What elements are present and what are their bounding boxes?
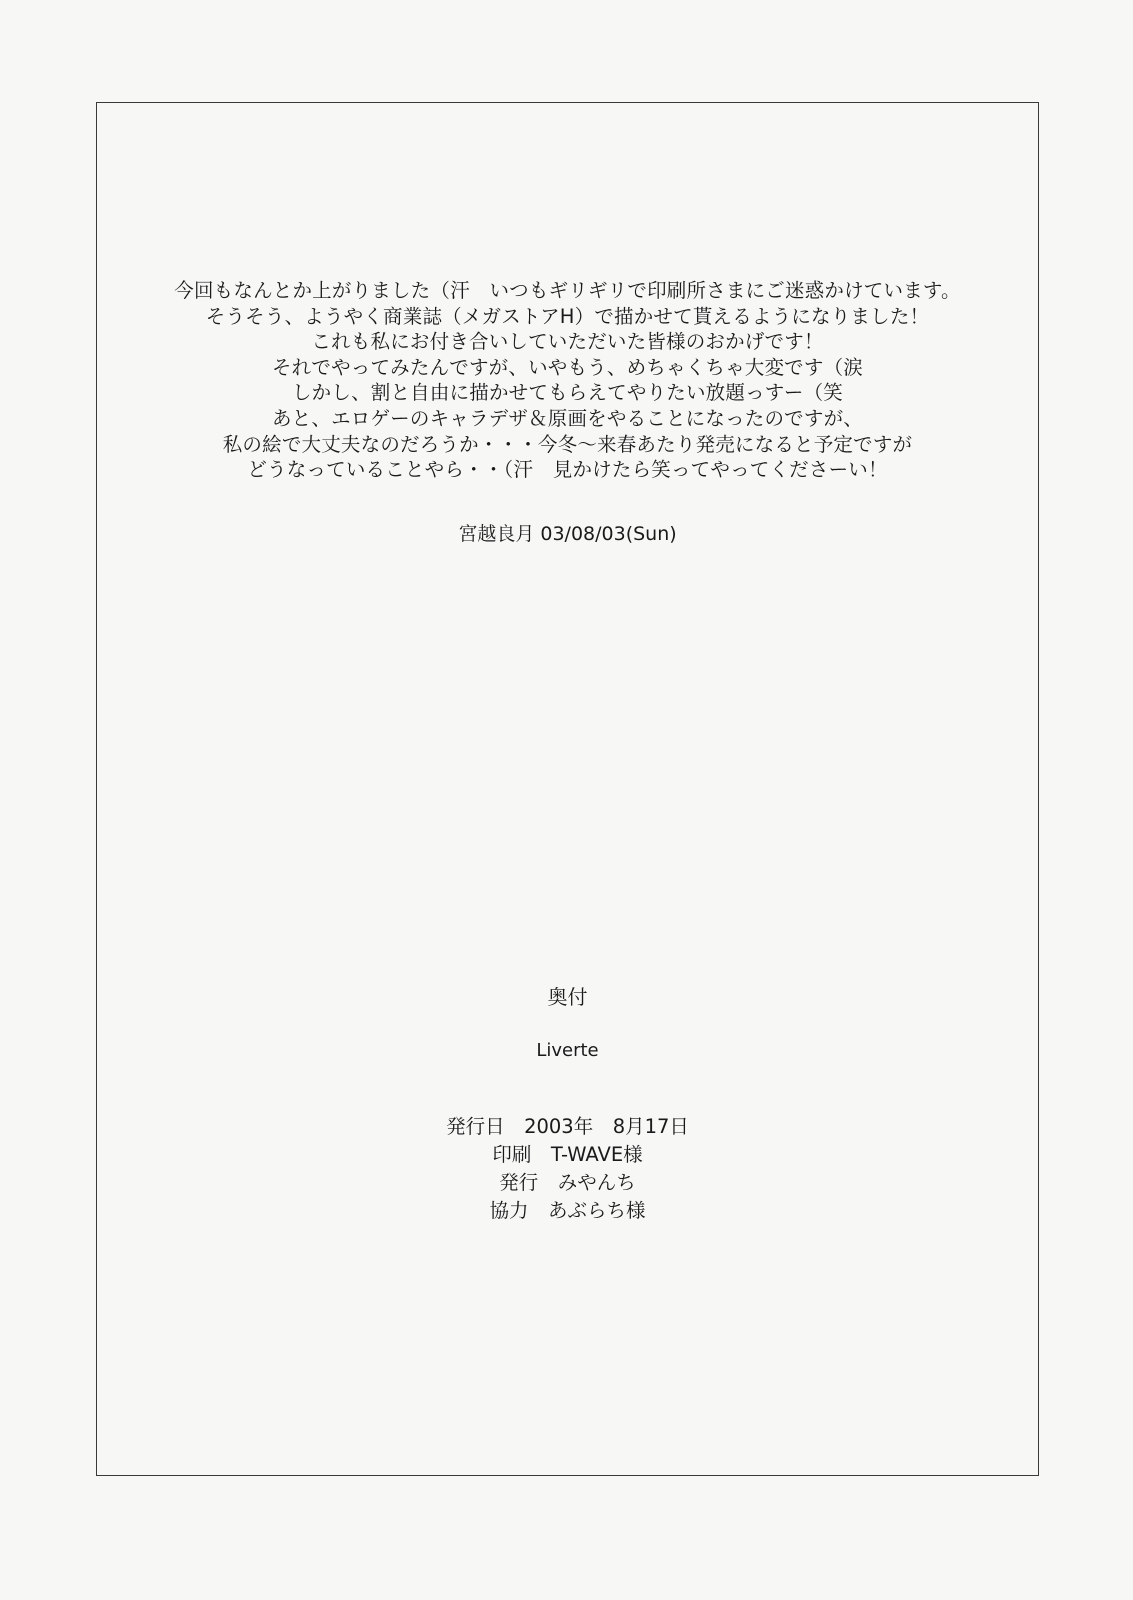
afterword-line: そうそう、ようやく商業誌（メガストアH）で描かせて貰えるようになりました！ <box>205 304 930 328</box>
author-signature: 宮越良月 03/08/03(Sun) <box>458 523 677 545</box>
afterword-line: どうなっていることやら・・（汗 見かけたら笑ってやってくださーい！ <box>247 458 888 482</box>
cooperation-credit: 協力 あぶらち様 <box>489 1199 646 1222</box>
afterword-line: これも私にお付き合いしていただいた皆様のおかげです！ <box>311 330 824 354</box>
afterword-line: 私の絵で大丈夫なのだろうか・・・今冬～来春あたり発売になると予定ですが <box>222 432 913 456</box>
issue-date: 発行日 2003年 8月17日 <box>446 1115 689 1138</box>
colophon-title: 奥付 <box>547 985 588 1009</box>
printer-credit: 印刷 T-WAVE様 <box>492 1143 643 1166</box>
circle-name: Liverte <box>536 1040 599 1061</box>
afterword-line: それでやってみたんですが、いやもう、めちゃくちゃ大変です（涙 <box>271 355 863 379</box>
afterword-text <box>96 278 1039 483</box>
afterword-line: しかし、割と自由に描かせてもらえてやりたい放題っすー（笑 <box>291 381 843 405</box>
afterword-line: 今回もなんとか上がりました（汗 いつもギリギリで印刷所さまにご迷惑かけています。 <box>174 279 961 302</box>
afterword-line: あと、エロゲーのキャラデザ＆原画をやることになったのですが、 <box>271 406 863 430</box>
colophon-details <box>96 1113 1039 1225</box>
publisher-credit: 発行 みやんち <box>499 1171 636 1194</box>
